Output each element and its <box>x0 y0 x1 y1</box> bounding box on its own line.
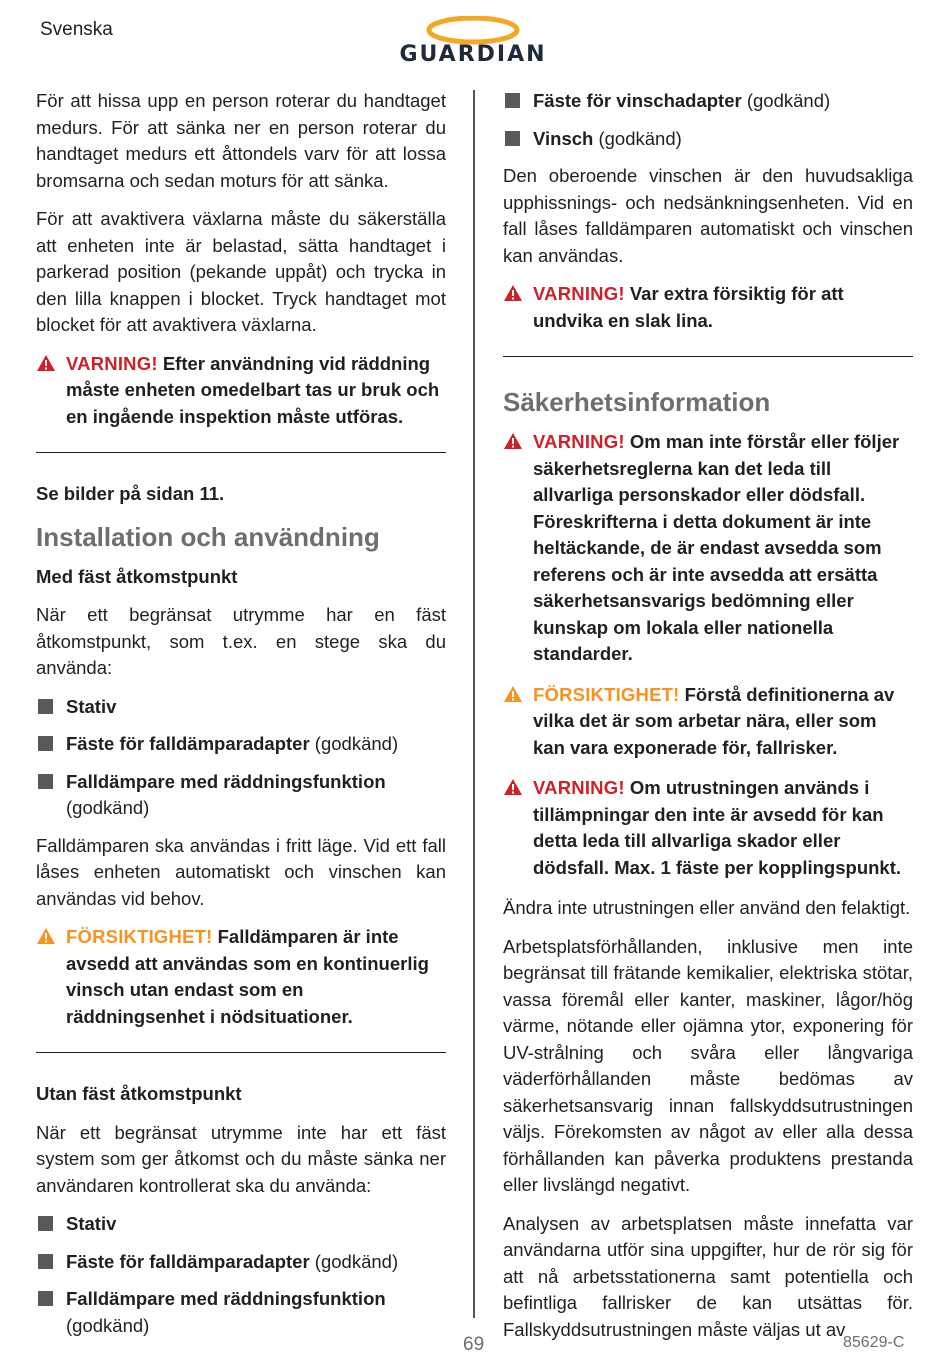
warning-keyword: VARNING! <box>533 431 625 452</box>
list-item <box>36 1211 446 1238</box>
list-item-bold: Fäste för falldämparadapter <box>66 733 310 754</box>
equipment-list-fixed <box>36 694 446 822</box>
caution-winch <box>36 924 446 1030</box>
list-item <box>36 694 446 721</box>
heading-no-fixed-access: Utan fäst åtkomstpunkt <box>36 1083 242 1104</box>
equipment-list-winch <box>503 88 913 152</box>
list-item-rest: (godkänd) <box>309 733 399 754</box>
list-item <box>36 731 446 758</box>
list-item-bold: Falldämpare med räddningsfunktion <box>66 770 386 792</box>
paragraph-conditions: Arbetsplatsförhållanden, inklusive men inte begränsat till frätande kemikalier, elektriska stötar, vassa föremål eller kanter, maskiner, lågor/hög värme, nötande eller ojämna ytor, exponering för UV-strålning och svåra eller långvariga väderförhållanden måste bedömas av säkerhetsansvarig innan fallskyddsutrustningen väljs. Förekomsten av något av eller alla dessa förhållanden kan påverka produktens prestanda eller livslängd negativt. <box>503 935 913 1195</box>
warning-safety-rules <box>503 429 913 668</box>
square-bullet-icon <box>505 131 520 146</box>
heading-installation: Installation och användning <box>36 521 380 552</box>
left-column <box>36 88 446 1350</box>
section-divider <box>503 356 913 357</box>
warning-text: Om man inte förstår eller följer säkerhetsreglerna kan det leda till allvarliga personskador eller dödsfall. Föreskrifterna i detta dokument är inte heltäckande, de är endast avsedda som referens och är inte avsedda att ersätta säkerhetsansvarigs bedömning eller kunskap om lokala eller nationella standarder. <box>533 431 900 664</box>
warning-rescue <box>36 351 446 431</box>
paragraph-no-fixed-access: När ett begränsat utrymme inte har ett fäst system som ger åtkomst och du måste sänka ner användaren kontrollerat ska du använda: <box>36 1121 446 1196</box>
right-column <box>503 88 913 1355</box>
warning-misuse <box>503 775 913 881</box>
logo-wordmark: GUARDIAN <box>399 42 547 67</box>
section-divider <box>36 452 446 453</box>
list-item-bold: Stativ <box>66 695 117 717</box>
caution-triangle-icon <box>503 685 523 703</box>
list-item-rest: (godkänd) <box>309 1250 399 1272</box>
paragraph-hoist: För att hissa upp en person roterar du handtaget medurs. För att sänka ner en person roterar du handtaget medurs ett åttondels varv för att lossa bromsarna och sedan moturs för att sänka. <box>36 90 446 191</box>
paragraph-gears: För att avaktivera växlarna måste du säkerställa att enheten inte är belastad, sätta handtaget i parkerad position (pekande uppåt) och trycka in den lilla knappen i blocket. Tryck handtaget mot blocket för att avaktivera växlarna. <box>36 208 446 335</box>
list-item-bold: Falldämpare med räddningsfunktion <box>66 1288 386 1309</box>
caution-definitions <box>503 682 913 762</box>
warning-keyword: VARNING! <box>66 352 158 374</box>
caution-keyword: FÖRSIKTIGHET! <box>66 926 213 947</box>
warning-triangle-icon <box>503 284 523 302</box>
list-item-rest: (godkänd) <box>741 90 831 111</box>
warning-text: Om utrustningen används i tillämpningar den inte är avsedd för kan detta leda till allvarliga skador eller dödsfall. Max. 1 fäste per kopplingspunkt. <box>533 777 902 878</box>
warning-text: Var extra försiktig för att undvika en slak lina. <box>533 283 844 331</box>
list-item <box>36 769 446 822</box>
paragraph-winch: Den oberoende vinschen är den huvudsakliga upphissnings- och nedsänkningsenheten. Vid en fall låses falldämparen automatiskt och vinschen kan användas. <box>503 165 913 266</box>
warning-triangle-icon <box>36 354 56 372</box>
list-item-rest: (godkänd) <box>593 127 682 149</box>
warning-text: Efter användning vid räddning måste enheten omedelbart tas ur bruk och en ingående inspektion måste utföras. <box>66 352 440 427</box>
square-bullet-icon <box>505 93 520 108</box>
page-number: 69 <box>463 1334 485 1355</box>
caution-keyword: FÖRSIKTIGHET! <box>533 683 680 705</box>
square-bullet-icon <box>38 736 53 751</box>
paragraph-analysis: Analysen av arbetsplatsen måste innefatta var användarna utför sina uppgifter, hur de rör sig för att nå arbetsstationerna samt potentiella och befintliga fallrisker de kan utsättas för. Fallskyddsutrustningen måste väljas ut av <box>503 1212 913 1340</box>
warning-slack-line <box>503 281 913 334</box>
square-bullet-icon <box>38 1254 53 1269</box>
list-item-rest: (godkänd) <box>66 797 150 818</box>
list-item-bold: Fäste för vinschadapter <box>533 90 742 111</box>
list-item-bold: Vinsch <box>533 127 594 149</box>
list-item <box>503 126 913 153</box>
list-item-rest: (godkänd) <box>66 1314 150 1336</box>
document-code: 85629-C <box>843 1334 905 1351</box>
square-bullet-icon <box>38 1291 53 1306</box>
warning-triangle-icon <box>503 432 523 450</box>
paragraph-fixed-access: När ett begränsat utrymme har en fäst åtkomstpunkt, som t.ex. en stege ska du använda: <box>36 604 446 678</box>
heading-safety: Säkerhetsinformation <box>503 387 771 417</box>
equipment-list-no-fixed <box>36 1211 446 1339</box>
square-bullet-icon <box>38 1216 53 1231</box>
warning-keyword: VARNING! <box>533 283 625 304</box>
square-bullet-icon <box>38 699 53 714</box>
paragraph-free-mode: Falldämparen ska användas i fritt läge. Vid ett fall låses enheten automatiskt och vinschen kan användas vid behov. <box>36 834 446 909</box>
caution-text: Falldämparen är inte avsedd att användas som en kontinuerlig vinsch utan endast som en räddningsenhet i nödsituationer. <box>66 926 429 1027</box>
list-item <box>36 1286 446 1339</box>
column-divider <box>473 90 475 1318</box>
guardian-logo <box>383 16 563 66</box>
caution-text: Förstå definitionerna av vilka det är som arbetar nära, eller som kan vara exponerade för, fallrisker. <box>533 683 895 758</box>
square-bullet-icon <box>38 774 53 789</box>
section-divider <box>36 1052 446 1053</box>
caution-triangle-icon <box>36 927 56 945</box>
list-item <box>36 1249 446 1276</box>
language-label: Svenska <box>40 19 113 40</box>
paragraph-modify: Ändra inte utrustningen eller använd den felaktigt. <box>503 897 911 918</box>
warning-triangle-icon <box>503 778 523 796</box>
heading-fixed-access: Med fäst åtkomstpunkt <box>36 565 238 587</box>
list-item-bold: Fäste för falldämparadapter <box>66 1250 310 1272</box>
see-pictures-note: Se bilder på sidan 11. <box>36 483 225 504</box>
list-item-bold: Stativ <box>66 1213 117 1234</box>
list-item <box>503 88 913 115</box>
warning-keyword: VARNING! <box>533 777 625 798</box>
